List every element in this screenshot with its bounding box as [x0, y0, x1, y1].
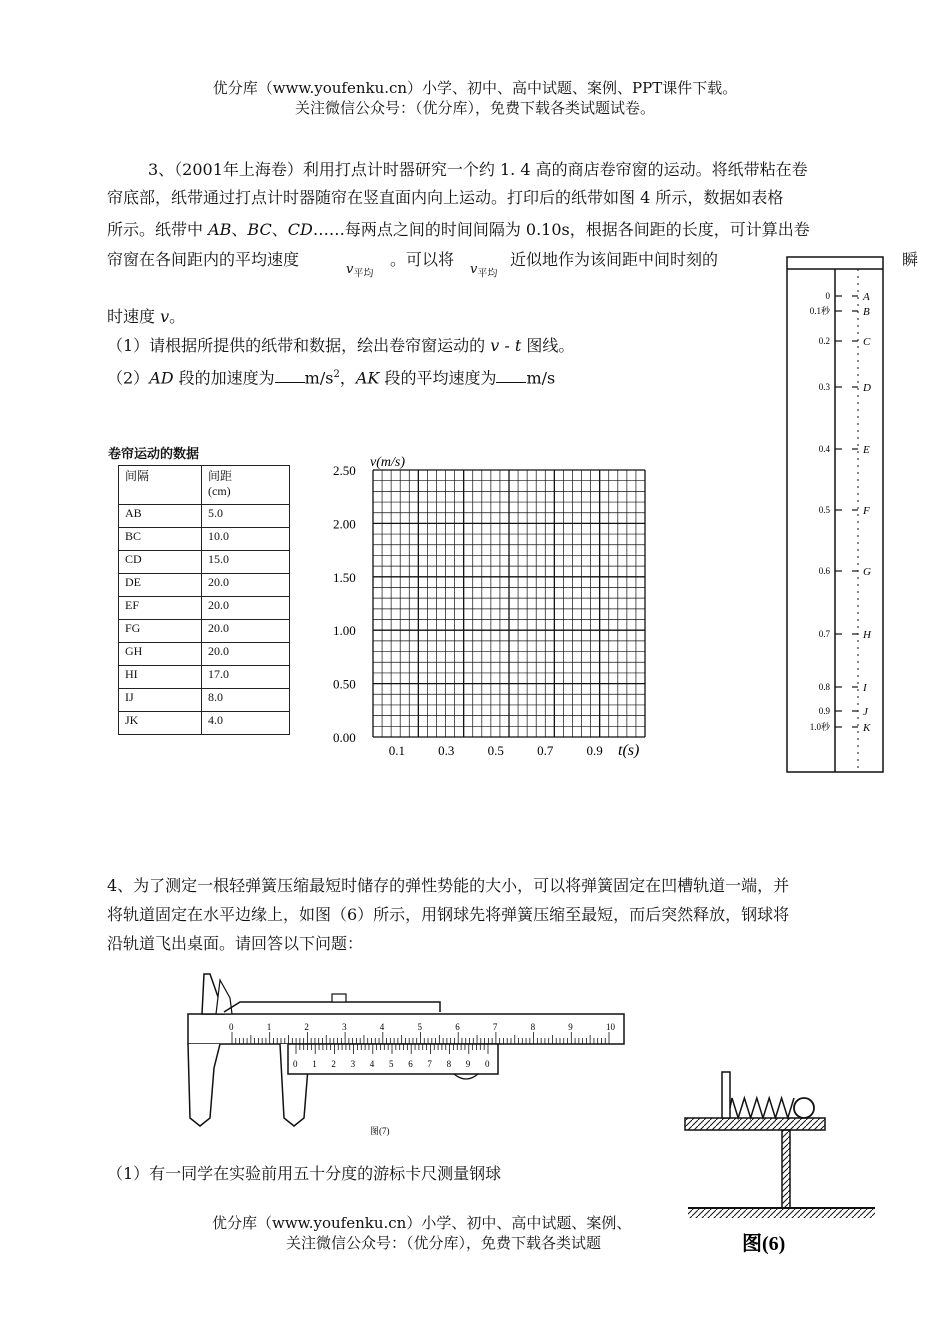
- vt-chart: [330, 450, 660, 770]
- table-row: DE 20.0: [119, 574, 290, 597]
- caliper-main-beam: [188, 1014, 624, 1044]
- q3-line-5: 时速度 v。: [107, 307, 186, 326]
- v-average-symbol-1: $v_{平均}$: [346, 262, 374, 280]
- table-header-interval: 间隔: [119, 466, 202, 505]
- footer-line-2: 关注微信公众号：（优分库），免费下载各类试题: [286, 1234, 602, 1252]
- tape-time-label: 0.9: [818, 706, 830, 716]
- header-line-2: 关注微信公众号：（优分库），免费下载各类试题试卷。: [294, 99, 655, 117]
- header-line-1: 优分库（www.youfenku.cn）小学、初中、高中试题、案例、PPT课件下载。: [212, 79, 738, 97]
- spring-stop: [722, 1072, 730, 1118]
- tape-time-label: 0.8: [818, 682, 830, 692]
- x-tick-label: 0.5: [487, 743, 504, 758]
- floor-hatching: [688, 1208, 875, 1218]
- main-scale-label: 3: [342, 1022, 347, 1032]
- main-scale-label: 4: [379, 1022, 385, 1032]
- q3-line-4d: 瞬: [902, 250, 919, 269]
- vernier-scale-label: 0: [293, 1059, 298, 1069]
- table-row: HI 17.0: [119, 666, 290, 689]
- main-scale-label: 7: [492, 1022, 498, 1032]
- vernier-scale-label: 6: [408, 1059, 413, 1069]
- table-row: EF 20.0: [119, 597, 290, 620]
- tape-time-label: 0.1秒: [809, 306, 830, 316]
- tape-point-label: K: [863, 722, 871, 734]
- table-header-distance: 间距 (cm): [202, 466, 290, 505]
- main-scale-label: 5: [417, 1022, 422, 1032]
- caliper-lock-screw: [332, 994, 346, 1002]
- vernier-scale-label: 2: [331, 1059, 336, 1069]
- vernier-scale-label: 3: [350, 1059, 356, 1069]
- q3-sub-1: （1）请根据所提供的纸带和数据，绘出卷帘窗运动的 v - t 图线。: [107, 336, 575, 355]
- vernier-scale-label: 4: [369, 1059, 375, 1069]
- main-scale-label: 10: [606, 1022, 615, 1032]
- table-row: AB 5.0: [119, 505, 290, 528]
- x-tick-label: 0.7: [537, 743, 554, 758]
- vernier-scale-label: 9: [465, 1059, 471, 1069]
- q3-sub-2: （2）AD 段的加速度为 $m/s^2$，AK 段的平均速度为 m/s: [107, 368, 556, 388]
- table-row: BC 10.0: [119, 528, 290, 551]
- main-scale-label: 8: [530, 1022, 536, 1032]
- tape-time-label: 0.3: [818, 382, 830, 392]
- q3-line-1: 3、（2001年上海卷）利用打点计时器研究一个约 1. 4 高的商店卷帘窗的运动。将纸带粘在卷: [148, 160, 808, 179]
- answer-blank-1[interactable]: [275, 368, 305, 383]
- table-header-row: [119, 466, 290, 505]
- v-average-symbol-2: $v_{平均}$: [470, 262, 498, 280]
- steel-ball: [794, 1098, 814, 1118]
- chart-y-axis-label: v(m/s): [370, 455, 405, 470]
- q3-line-4b: 。可以将: [390, 250, 455, 269]
- vernier-scale-label: 8: [446, 1059, 452, 1069]
- q4-line-1: 4、为了测定一根轻弹簧压缩最短时储存的弹性势能的大小，可以将弹簧固定在凹槽轨道一端，并: [107, 876, 790, 895]
- tape-time-label: 1.0秒: [809, 722, 830, 732]
- figure-6-caption: 图(6): [742, 1233, 786, 1255]
- table-title: 卷帘运动的数据: [108, 447, 200, 462]
- tape-time-label: 0.6: [818, 566, 830, 576]
- table-row: JK 4.0: [119, 712, 290, 735]
- table-row: FG 20.0: [119, 620, 290, 643]
- tape-point-label: E: [863, 444, 870, 456]
- chart-grid: [373, 470, 645, 737]
- q3-line-2: 帘底部，纸带通过打点计时器随帘在竖直面内向上运动。打印后的纸带如图 4 所示，数据如表格: [107, 188, 784, 207]
- spring: [730, 1098, 794, 1118]
- vernier-scale-label: 1: [312, 1059, 317, 1069]
- y-tick-label: 0.50: [333, 676, 356, 692]
- main-scale-label: 0: [229, 1022, 234, 1032]
- q3-line-4a: 帘窗在各间距内的平均速度: [107, 250, 300, 269]
- tape-time-label: 0.5: [818, 505, 830, 515]
- y-tick-label: 0.00: [333, 730, 356, 745]
- tape-time-label: 0.7: [818, 629, 830, 639]
- main-scale-label: 9: [568, 1022, 573, 1032]
- main-scale-label: 2: [304, 1022, 309, 1032]
- tape-point-label: G: [863, 566, 871, 578]
- footer-line-1: 优分库（www.youfenku.cn）小学、初中、高中试题、案例、: [212, 1214, 632, 1232]
- table-leg: [782, 1130, 790, 1208]
- x-tick-label: 0.1: [388, 743, 405, 758]
- tape-point-label: A: [863, 291, 870, 303]
- tape-time-label: 0.4: [818, 444, 830, 454]
- y-tick-label: 2.50: [333, 463, 356, 478]
- q4-line-2: 将轨道固定在水平边缘上，如图（6）所示，用钢球先将弹簧压缩至最短，而后突然释放，钢球将: [107, 905, 790, 924]
- vernier-scale-label: 5: [389, 1059, 394, 1069]
- tape-time-label: 0.2: [818, 336, 830, 346]
- tape-point-label: I: [863, 682, 867, 694]
- figure-6-spring-table: [680, 1060, 880, 1260]
- paper-tape-figure: [786, 256, 886, 776]
- main-scale-label: 1: [266, 1022, 272, 1032]
- track-board: [685, 1118, 825, 1130]
- tape-point-label: J: [863, 706, 868, 718]
- table-row: GH 20.0: [119, 643, 290, 666]
- tape-point-label: C: [863, 336, 871, 348]
- q3-line-4c: 近似地作为该间距中间时刻的: [510, 250, 719, 269]
- x-tick-label: 0.3: [438, 743, 455, 758]
- tape-point-label: D: [863, 382, 871, 394]
- q4-sub-1: （1）有一同学在实验前用五十分度的游标卡尺测量钢球: [107, 1164, 502, 1183]
- vernier-scale-label: 7: [427, 1059, 432, 1069]
- tape-point-label: B: [863, 306, 870, 318]
- table-row: CD 15.0: [119, 551, 290, 574]
- y-tick-label: 1.00: [333, 623, 356, 639]
- y-tick-label: 2.00: [333, 516, 356, 532]
- data-table: [118, 465, 290, 735]
- chart-x-axis-label: t(s): [618, 742, 640, 759]
- main-scale-label: 6: [455, 1022, 460, 1032]
- x-tick-label: 0.9: [586, 743, 603, 758]
- answer-blank-2[interactable]: [496, 368, 526, 383]
- vernier-scale-label: 0: [485, 1059, 490, 1069]
- q4-line-3: 沿轨道飞出桌面。请回答以下问题：: [107, 934, 364, 953]
- tape-point-label: F: [863, 505, 870, 517]
- caliper-caption: 图(7): [370, 1126, 390, 1136]
- vernier-caliper-figure: [180, 968, 640, 1143]
- table-row: IJ 8.0: [119, 689, 290, 712]
- tape-point-label: H: [863, 629, 871, 641]
- tape-time-label: 0: [825, 291, 830, 301]
- y-tick-label: 1.50: [333, 569, 356, 585]
- q3-line-3: 所示。纸带中 AB、BC、CD……每两点之间的时间间隔为 0.10s，根据各间距的长度，可计算出卷: [107, 220, 810, 239]
